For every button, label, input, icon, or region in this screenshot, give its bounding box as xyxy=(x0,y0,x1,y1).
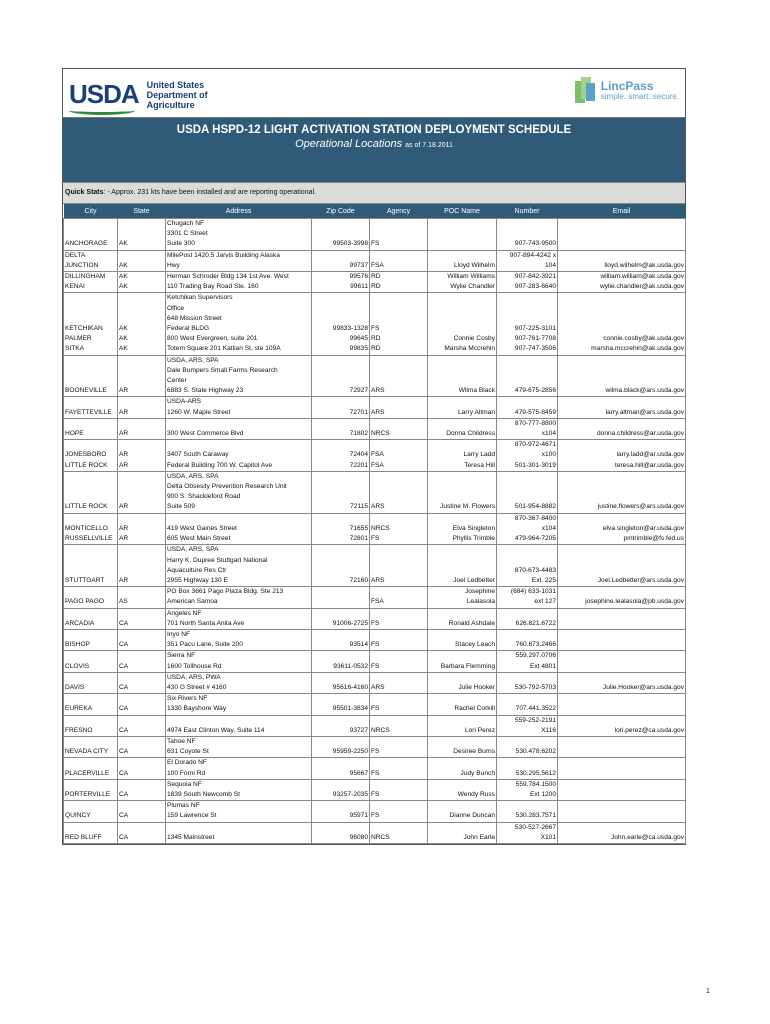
column-header-agency: Agency xyxy=(370,204,428,219)
cell-email: Joel.Ledbetter@ars.usda.gov xyxy=(558,545,686,587)
cell-address: Tahoe NF 631 Coyote St xyxy=(166,736,312,757)
cell-state: CA xyxy=(118,672,166,693)
cell-address: MilePost 1420.5 Jarvis Building Alaska Hwy xyxy=(166,250,312,271)
cell-poc-name: Connie Cosby Marsha Mccrehin xyxy=(428,293,497,355)
cell-state: AR xyxy=(118,418,166,439)
cell-state: AK AK xyxy=(118,272,166,293)
cell-poc-name: Dianne Duncan xyxy=(428,801,497,822)
cell-state: AK xyxy=(118,219,166,251)
cell-state: CA xyxy=(118,822,166,843)
cell-city: DELTA JUNCTION xyxy=(64,250,118,271)
cell-email: william.william@ak.usda.gov wylie.chandler@ak.usda.gov xyxy=(558,272,686,293)
table-row xyxy=(64,715,686,736)
cell-poc-name: Desiree Burns xyxy=(428,736,497,757)
table-row xyxy=(64,293,686,355)
usda-name-line: Department of xyxy=(146,89,208,100)
cell-number: 907-894-4242 x 104 xyxy=(497,250,558,271)
cell-address: 300 West Commerce Blvd xyxy=(166,418,312,439)
column-header-state: State xyxy=(118,204,166,219)
cell-city: LITTLE ROCK xyxy=(64,471,118,513)
quick-stats-text: : - Approx. 231 kts have been installed and are reporting operational. xyxy=(103,189,316,196)
cell-number: 870-972-4671 x100 501-301-3019 xyxy=(497,440,558,472)
page-title: USDA HSPD-12 LIGHT ACTIVATION STATION DEPLOYMENT SCHEDULE xyxy=(176,124,572,136)
table-row xyxy=(64,608,686,629)
cell-agency: ARS xyxy=(370,355,428,397)
cell-state: AR xyxy=(118,471,166,513)
cell-number: 530.295.5612 xyxy=(497,758,558,779)
cell-zip: 96080 xyxy=(312,822,370,843)
cell-zip: 93611-0532 xyxy=(312,651,370,672)
cell-agency: FSA xyxy=(370,250,428,271)
cell-state: AK AK AK xyxy=(118,293,166,355)
usda-logo xyxy=(69,79,208,110)
usda-mark: USDA xyxy=(69,79,139,109)
header-row xyxy=(64,204,686,219)
cell-agency: FS xyxy=(370,629,428,650)
cell-state: AR xyxy=(118,397,166,418)
cell-number: 907-842-3921 907-283-6640 xyxy=(497,272,558,293)
cell-poc-name: Judy Bunch xyxy=(428,758,497,779)
table-header xyxy=(64,204,686,219)
table-row xyxy=(64,822,686,843)
table-row xyxy=(64,545,686,587)
column-header-number: Number xyxy=(497,204,558,219)
cell-number: 870-777-8800 x104 xyxy=(497,418,558,439)
cell-poc-name: Justine M. Flowers xyxy=(428,471,497,513)
cell-address: PO Box 3661 Pago Plaza Bldg. Ste 213 American Samoa xyxy=(166,587,312,608)
cell-city: PAGO PAGO xyxy=(64,587,118,608)
cell-city: NEVADA CITY xyxy=(64,736,118,757)
title-banner xyxy=(63,118,685,182)
cell-zip: 99576 99611 xyxy=(312,272,370,293)
cell-address: 1345 Mainstreet xyxy=(166,822,312,843)
cell-email: donna.childress@ar.usda.gov xyxy=(558,418,686,439)
cell-poc-name: Wilma Black xyxy=(428,355,497,397)
deployment-table xyxy=(63,204,686,844)
cell-agency: FS xyxy=(370,694,428,715)
cell-poc-name: Elva Singleton Phyllis Trimble xyxy=(428,513,497,545)
logo-bar xyxy=(63,69,685,118)
cell-poc-name: John Earle xyxy=(428,822,497,843)
table-row xyxy=(64,440,686,472)
cell-city: MONTICELLO RUSSELLVILLE xyxy=(64,513,118,545)
cell-email xyxy=(558,758,686,779)
cell-zip: 72160 xyxy=(312,545,370,587)
cell-number: 479-675-2856 xyxy=(497,355,558,397)
cell-number: 870-673-4483 Ext. 225 xyxy=(497,545,558,587)
cell-state: AS xyxy=(118,587,166,608)
cell-poc-name: Ronald Ashdale xyxy=(428,608,497,629)
cell-zip: 72927 xyxy=(312,355,370,397)
table-row xyxy=(64,672,686,693)
cell-email xyxy=(558,608,686,629)
cell-state: CA xyxy=(118,715,166,736)
cell-state: CA xyxy=(118,736,166,757)
table-row xyxy=(64,758,686,779)
cell-zip: 95959-2250 xyxy=(312,736,370,757)
cell-address: USDA-ARS 1260 W. Maple Street xyxy=(166,397,312,418)
cell-state: AR AR xyxy=(118,513,166,545)
schedule-sheet xyxy=(62,68,686,845)
cell-poc-name: Larry Altman xyxy=(428,397,497,418)
cell-poc-name: Joel Ledbetter xyxy=(428,545,497,587)
cell-poc-name: Josephine Lealasola xyxy=(428,587,497,608)
cell-email: connie.cosby@ak.usda.gov marsha.mccrehin@ak.usda.gov xyxy=(558,293,686,355)
cell-number: 907-225-3101 907-761-7708 907-747-3506 xyxy=(497,293,558,355)
cell-address: 4974 East Clinton Way, Suite 114 xyxy=(166,715,312,736)
cell-poc-name: Larry Ladd Teresa Hill xyxy=(428,440,497,472)
cell-state: CA xyxy=(118,758,166,779)
cell-agency: FS xyxy=(370,779,428,800)
cell-zip: 91006-2725 xyxy=(312,608,370,629)
cell-email: John.earle@ca.usda.gov xyxy=(558,822,686,843)
cell-address: El Dorado NF 100 Forni Rd xyxy=(166,758,312,779)
cell-agency: ARS xyxy=(370,397,428,418)
table-row xyxy=(64,513,686,545)
cell-city: ANCHORAGE xyxy=(64,219,118,251)
table-row xyxy=(64,736,686,757)
cell-zip: 72115 xyxy=(312,471,370,513)
cell-zip: 95501-3834 xyxy=(312,694,370,715)
column-header-poc: POC Name xyxy=(428,204,497,219)
table-row xyxy=(64,694,686,715)
cell-city: RED BLUFF xyxy=(64,822,118,843)
table-row xyxy=(64,397,686,418)
cell-poc-name: Lloyd Wilhelm xyxy=(428,250,497,271)
table-row xyxy=(64,629,686,650)
cell-address: USDA, ARS, PWA 430 G Street # 4160 xyxy=(166,672,312,693)
cell-city: CLOVIS xyxy=(64,651,118,672)
cell-number: 530.478.6202 xyxy=(497,736,558,757)
cell-poc-name xyxy=(428,219,497,251)
cell-number: 907-743-9500 xyxy=(497,219,558,251)
cell-poc-name: Rachel Corkill xyxy=(428,694,497,715)
cell-city: PORTERVILLE xyxy=(64,779,118,800)
cell-agency: RD RD xyxy=(370,272,428,293)
usda-department-name xyxy=(147,80,208,110)
cell-address: Sierra NF 1600 Tollhouse Rd xyxy=(166,651,312,672)
cell-agency: FS xyxy=(370,219,428,251)
cell-city: QUINCY xyxy=(64,801,118,822)
quick-stats-label: Quick Stats xyxy=(65,189,104,196)
cell-address: Plumas NF 159 Lawrence St xyxy=(166,801,312,822)
cell-email: justine.flowers@ars.usda.gov xyxy=(558,471,686,513)
cell-email: josephine.lealasola@pb.usda.gov xyxy=(558,587,686,608)
cell-email: lori.perez@ca.usda.gov xyxy=(558,715,686,736)
cell-address: USDA, ARS, SPA Dale Bumpers Small Farms Research Center 6883 S. State Highway 23 xyxy=(166,355,312,397)
cell-zip xyxy=(312,587,370,608)
lincpass-tagline: simple. smart. secure. xyxy=(600,91,679,101)
cell-zip: 72701 xyxy=(312,397,370,418)
quick-stats xyxy=(63,182,685,204)
cell-state: CA xyxy=(118,608,166,629)
page-subtitle xyxy=(63,138,685,150)
cell-number: 626.821.6722 xyxy=(497,608,558,629)
cell-agency: FS xyxy=(370,801,428,822)
as-of-date: as of 7.18.2011 xyxy=(405,142,453,149)
cell-address: Herman Schroder Bldg 134 1st Ave. West 110 Trading Bay Road Ste. 160 xyxy=(166,272,312,293)
lincpass-logo xyxy=(573,75,679,105)
cell-agency: ARS xyxy=(370,471,428,513)
table-body xyxy=(64,219,686,844)
cell-city: STUTTGART xyxy=(64,545,118,587)
cell-city: JONESBORO LITTLE ROCK xyxy=(64,440,118,472)
table-row xyxy=(64,779,686,800)
cell-zip: 93727 xyxy=(312,715,370,736)
cell-number: 559-252-2191 X116 xyxy=(497,715,558,736)
table-row xyxy=(64,355,686,397)
cell-poc-name: Barbara Flemming xyxy=(428,651,497,672)
cell-state: CA xyxy=(118,801,166,822)
cell-address: Ketchikan Supervisors Office 648 Mission Street Federal BLDG 800 West Evergreen, suite 201 Totem Square 201 Katlian St, ste 109A xyxy=(166,293,312,355)
cell-address: USDA, ARS, SPA Delta Obsesity Prevention Research Unit 900 S. Shackleford Road Suite 509 xyxy=(166,471,312,513)
cell-state: CA xyxy=(118,779,166,800)
cell-email: larry.altman@ars.usda.gov xyxy=(558,397,686,418)
cell-agency: FS xyxy=(370,608,428,629)
cell-number: 760.873.2466 xyxy=(497,629,558,650)
cell-city: EUREKA xyxy=(64,694,118,715)
cell-agency: NRCS xyxy=(370,418,428,439)
cell-zip: 71802 xyxy=(312,418,370,439)
usda-swoosh-icon xyxy=(69,106,135,115)
table-row xyxy=(64,418,686,439)
cell-zip: 72404 72201 xyxy=(312,440,370,472)
cell-zip: 95971 xyxy=(312,801,370,822)
table-row xyxy=(64,471,686,513)
cell-agency: ARS xyxy=(370,545,428,587)
cell-number: 870-367-8400 x104 479-964-7205 xyxy=(497,513,558,545)
cell-email: Julie.Hooker@ars.usda.gov xyxy=(558,672,686,693)
cell-city: DILLINGHAM KENAI xyxy=(64,272,118,293)
cell-zip: 99737 xyxy=(312,250,370,271)
column-header-zip: Zip Code xyxy=(312,204,370,219)
cell-poc-name: Stacey Leach xyxy=(428,629,497,650)
cell-number: 707.441.3522 xyxy=(497,694,558,715)
cell-number: 530.283.7571 xyxy=(497,801,558,822)
cell-number: 479-575-8459 xyxy=(497,397,558,418)
cell-state: AK xyxy=(118,250,166,271)
cell-poc-name: William Williams Wylie Chandler xyxy=(428,272,497,293)
cell-agency: NRCS xyxy=(370,715,428,736)
cell-agency: FS xyxy=(370,651,428,672)
cell-state: AR xyxy=(118,545,166,587)
cell-email xyxy=(558,736,686,757)
cell-poc-name: Lori Perez xyxy=(428,715,497,736)
cell-city: KETCHIKAN PALMER SITKA xyxy=(64,293,118,355)
cell-email xyxy=(558,694,686,715)
cell-address: 3407 South Caraway Federal Building 700 W. Capitol Ave xyxy=(166,440,312,472)
cell-zip: 95616-4160 xyxy=(312,672,370,693)
cell-zip: 93257-2035 xyxy=(312,779,370,800)
usda-name-line: Agriculture xyxy=(146,99,195,110)
usda-name-line: United States xyxy=(146,79,205,90)
cell-number: 530-792-5703 xyxy=(497,672,558,693)
cell-agency: FSA xyxy=(370,587,428,608)
cell-email xyxy=(558,219,686,251)
cell-address: Inyo NF 351 Pacu Lane, Suite 200 xyxy=(166,629,312,650)
cell-poc-name: Donna Childress xyxy=(428,418,497,439)
cell-state: CA xyxy=(118,629,166,650)
table-row xyxy=(64,651,686,672)
cell-address: Sequoia NF 1839 South Newcomb St xyxy=(166,779,312,800)
cell-zip: 93514 xyxy=(312,629,370,650)
table-row xyxy=(64,587,686,608)
cell-email: larry.ladd@ar.usda.gov teresa.hill@ar.usda.gov xyxy=(558,440,686,472)
table-row xyxy=(64,250,686,271)
column-header-city: City xyxy=(64,204,118,219)
cell-email: lloyd.wilhelm@ak.usda.gov xyxy=(558,250,686,271)
cell-state: AR AR xyxy=(118,440,166,472)
cell-agency: FS xyxy=(370,736,428,757)
cell-city: ARCADIA xyxy=(64,608,118,629)
subtitle-text: Operational Locations xyxy=(295,138,403,150)
cell-number: 559.784.1500 Ext 1200 xyxy=(497,779,558,800)
lincpass-name: LincPass xyxy=(600,78,654,93)
table-row xyxy=(64,801,686,822)
cell-email xyxy=(558,651,686,672)
cell-number: (684) 633-1031 ext 127 xyxy=(497,587,558,608)
column-header-email: Email xyxy=(558,204,686,219)
cell-state: CA xyxy=(118,694,166,715)
cell-agency: FS RD RD xyxy=(370,293,428,355)
cell-zip: 71655 72801 xyxy=(312,513,370,545)
cell-state: AR xyxy=(118,355,166,397)
cell-city: PLACERVILLE xyxy=(64,758,118,779)
cell-address: Chugach NF 3301 C Street Suite 300 xyxy=(166,219,312,251)
cell-agency: FSA FSA xyxy=(370,440,428,472)
cell-city: BISHOP xyxy=(64,629,118,650)
table-row xyxy=(64,219,686,251)
cell-agency: ARS xyxy=(370,672,428,693)
cell-email xyxy=(558,779,686,800)
cell-agency: FS xyxy=(370,758,428,779)
cell-address: USDA, ARS, SPA Harry K. Dupree Stuttgart National Aquaculture Res Ctr 2955 Highway 130 E xyxy=(166,545,312,587)
cell-agency: NRCS FS xyxy=(370,513,428,545)
cell-email xyxy=(558,801,686,822)
cell-email: wilma.black@ars.usda.gov xyxy=(558,355,686,397)
column-header-address: Address xyxy=(166,204,312,219)
cell-state: CA xyxy=(118,651,166,672)
cell-poc-name: Wendy Russ xyxy=(428,779,497,800)
cell-address: Angeles NF 701 North Santa Anita Ave xyxy=(166,608,312,629)
cell-city: FRESNO xyxy=(64,715,118,736)
cell-city: DAVIS xyxy=(64,672,118,693)
cell-number: 530-527-2667 X101 xyxy=(497,822,558,843)
cell-agency: NRCS xyxy=(370,822,428,843)
table-row xyxy=(64,272,686,293)
cell-email xyxy=(558,629,686,650)
cell-poc-name: Julie Hooker xyxy=(428,672,497,693)
cell-zip: 95667 xyxy=(312,758,370,779)
lincpass-card-icon xyxy=(573,75,597,105)
cell-city: HOPE xyxy=(64,418,118,439)
cell-address: 419 West Gaines Street 605 West Main Street xyxy=(166,513,312,545)
cell-city: BOONEVILLE xyxy=(64,355,118,397)
cell-number: 559.297.0706 Ext 4801 xyxy=(497,651,558,672)
cell-zip: 99503-3998 xyxy=(312,219,370,251)
cell-number: 501-954-8882 xyxy=(497,471,558,513)
cell-zip: 99833-1328 99645 99835 xyxy=(312,293,370,355)
cell-city: FAYETTEVILLE xyxy=(64,397,118,418)
cell-address: Six Rivers NF 1330 Bayshore Way xyxy=(166,694,312,715)
cell-email: elva.singleton@ar.usda.gov pmtrimble@fs.fed.us xyxy=(558,513,686,545)
page-number: 1 xyxy=(706,988,710,995)
